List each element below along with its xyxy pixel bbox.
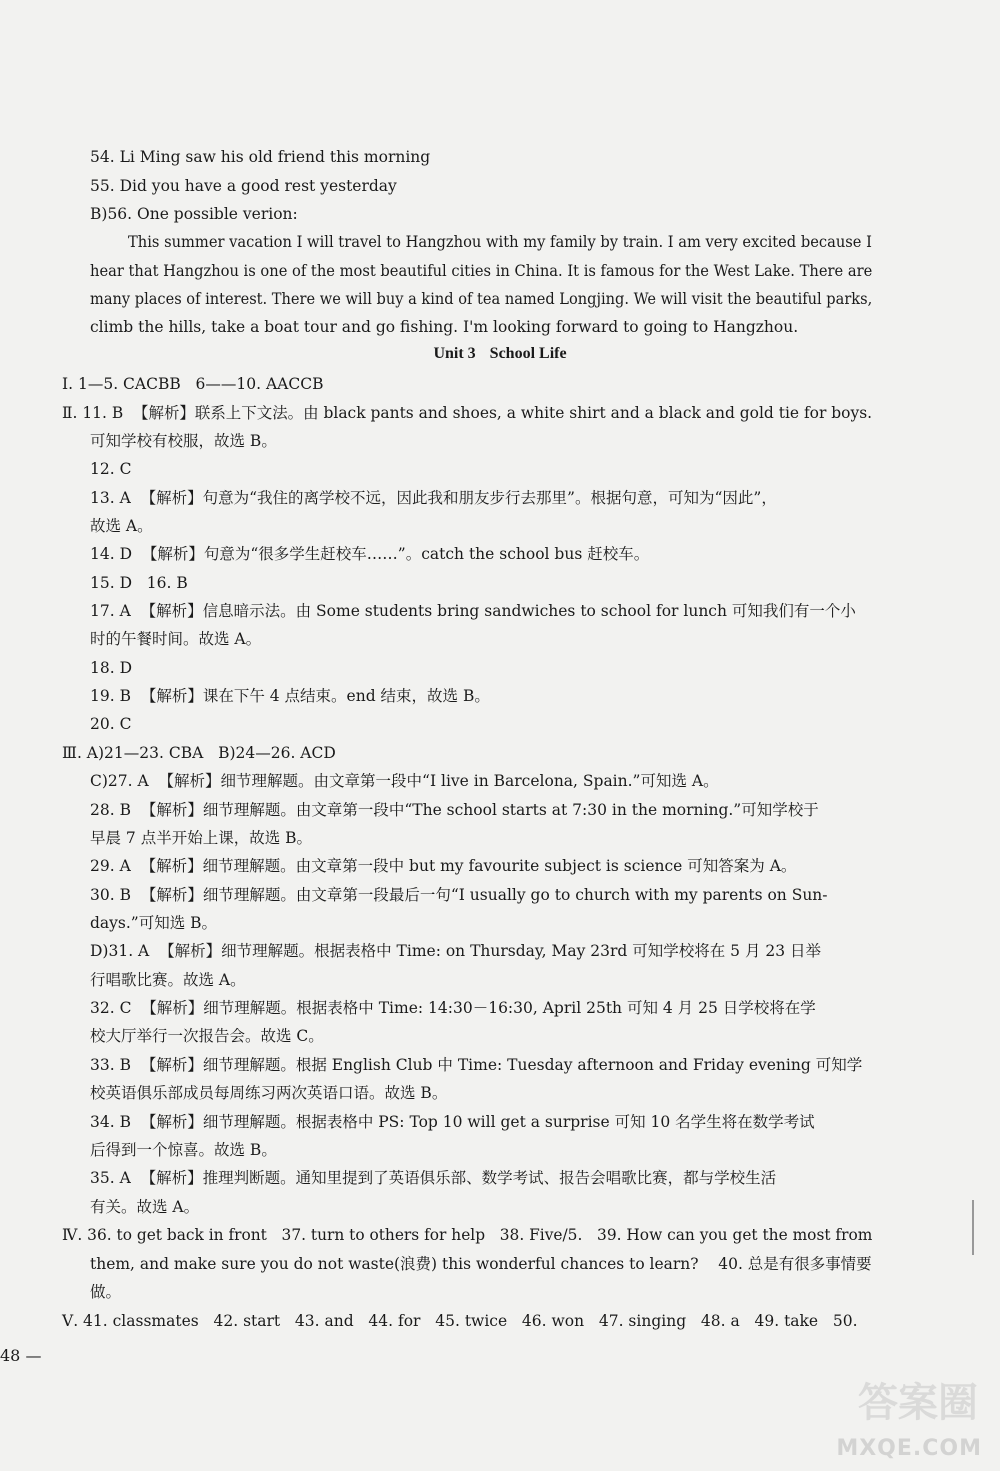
text-line: 14. D 【解析】句意为“很多学生赶校车……”。catch the school bus 赶校车。: [90, 545, 650, 563]
text-line: D)31. A 【解析】细节理解题。根据表格中 Time: on Thursday, May 23rd 可知学校将在 5 月 23 日举: [90, 942, 822, 960]
text-line: hear that Hangzhou is one of the most beautiful cities in China. It is famous for the West Lake. There are: [90, 262, 873, 280]
text-line: 28. B 【解析】细节理解题。由文章第一段中“The school starts at 7:30 in the morning.”可知学校于: [90, 801, 819, 819]
unit-title: [0, 345, 1000, 363]
text-line: 18. D: [90, 659, 133, 677]
text-line: Ⅰ. 1—5. CACBB 6——10. AACCB: [62, 375, 324, 393]
text-line: 做。: [90, 1283, 122, 1301]
text-line: 校大厅举行一次报告会。故选 C。: [90, 1027, 324, 1045]
text-line: 13. A 【解析】句意为“我住的离学校不远，因此我和朋友步行去那里”。根据句意，可知为“因此”，: [90, 489, 777, 507]
text-line: many places of interest. There we will buy a kind of tea named Longjing. We will visit the beautiful parks,: [90, 290, 873, 308]
text-line: 33. B 【解析】细节理解题。根据 English Club 中 Time: Tuesday afternoon and Friday evening 可知学: [90, 1056, 863, 1074]
text-line: 有关。故选 A。: [90, 1198, 200, 1216]
text-line: 可知学校有校服，故选 B。: [90, 432, 277, 450]
binding-mark: [972, 1200, 974, 1255]
text-line: 17. A 【解析】信息暗示法。由 Some students bring sandwiches to school for lunch 可知我们有一个小: [90, 602, 856, 620]
text-line: B)56. One possible verion:: [90, 205, 298, 223]
text-line: Ⅲ. A)21—23. CBA B)24—26. ACD: [62, 744, 336, 762]
unit-number: Unit 3: [433, 345, 476, 362]
text-line: them, and make sure you do not waste(浪费) this wonderful chances to learn? 40. 总是有很多事情要: [90, 1255, 872, 1273]
text-line: Ⅴ. 41. classmates 42. start 43. and 44. for 45. twice 46. won 47. singing 48. a 49. take 50.: [62, 1312, 858, 1330]
text-line: 时的午餐时间。故选 A。: [90, 630, 262, 648]
text-line: Ⅳ. 36. to get back in front 37. turn to others for help 38. Five/5. 39. How can you get the most from: [62, 1226, 873, 1244]
page-number: 48 —: [0, 1346, 42, 1365]
unit-name: School Life: [489, 345, 567, 362]
text-line: 行唱歌比赛。故选 A。: [90, 971, 246, 989]
text-line: 34. B 【解析】细节理解题。根据表格中 PS: Top 10 will get a surprise 可知 10 名学生将在数学考试: [90, 1113, 815, 1131]
text-line: 32. C 【解析】细节理解题。根据表格中 Time: 14:30－16:30, April 25th 可知 4 月 25 日学校将在学: [90, 999, 816, 1017]
text-line: This summer vacation I will travel to Hangzhou with my family by train. I am very excited because I: [128, 233, 872, 251]
watermark: [812, 1371, 982, 1461]
text-line: days.”可知选 B。: [90, 914, 218, 932]
watermark-logo: 答案圈: [858, 1380, 978, 1426]
text-line: 15. D 16. B: [90, 574, 188, 592]
text-line: 校英语俱乐部成员每周练习两次英语口语。故选 B。: [90, 1084, 448, 1102]
text-line: 12. C: [90, 460, 132, 478]
text-line: climb the hills, take a boat tour and go fishing. I'm looking forward to going to Hangzhou.: [90, 318, 799, 336]
text-line: 30. B 【解析】细节理解题。由文章第一段最后一句“I usually go to church with my parents on Sun-: [90, 886, 828, 904]
text-line: C)27. A 【解析】细节理解题。由文章第一段中“I live in Barcelona, Spain.”可知选 A。: [90, 772, 719, 790]
text-line: 后得到一个惊喜。故选 B。: [90, 1141, 277, 1159]
text-line: 20. C: [90, 715, 132, 733]
watermark-text: MXQE.COM: [836, 1436, 982, 1461]
text-line: 29. A 【解析】细节理解题。由文章第一段中 but my favourite subject is science 可知答案为 A。: [90, 857, 797, 875]
text-line: 35. A 【解析】推理判断题。通知里提到了英语俱乐部、数学考试、报告会唱歌比赛，都与学校生活: [90, 1169, 777, 1187]
text-line: 55. Did you have a good rest yesterday: [90, 177, 397, 195]
text-line: 19. B 【解析】课在下午 4 点结束。end 结束，故选 B。: [90, 687, 490, 705]
text-line: 故选 A。: [90, 517, 153, 535]
text-line: 54. Li Ming saw his old friend this morning: [90, 148, 431, 166]
text-line: 早晨 7 点半开始上课，故选 B。: [90, 829, 313, 847]
text-line: Ⅱ. 11. B 【解析】联系上下文法。由 black pants and shoes, a white shirt and a black and gold tie for boys.: [62, 404, 873, 422]
